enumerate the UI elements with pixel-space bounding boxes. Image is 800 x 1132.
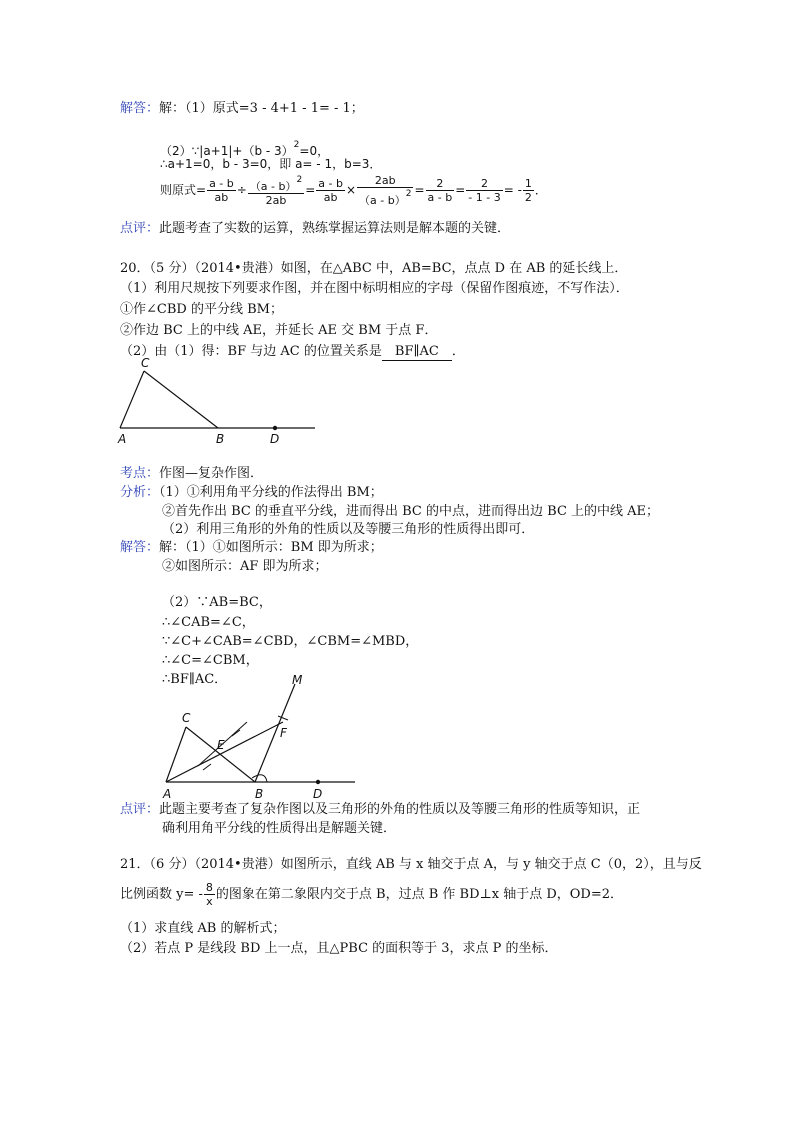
q20-sol1: 解：（1）①如图所示：BM 即为所求； bbox=[159, 540, 383, 555]
denominator: 2ab bbox=[265, 194, 287, 207]
numerator: 8 bbox=[205, 881, 213, 894]
numerator: a - b bbox=[209, 177, 234, 190]
label-B: B bbox=[216, 432, 225, 446]
triangle-figure-1 bbox=[110, 355, 330, 447]
label-E: E bbox=[217, 738, 225, 752]
q19-part1-line bbox=[120, 100, 364, 117]
q21-line1: 21．（6 分）（2014•贵港）如图所示，直线 AB 与 x 轴交于点 A，与 y 轴交于点 C（0，2），且与反 bbox=[120, 857, 702, 872]
fraction-5 bbox=[426, 177, 455, 204]
denominator-text: （a - b） bbox=[359, 194, 406, 207]
construction-figure-2 bbox=[155, 670, 370, 802]
segment-AF bbox=[166, 722, 283, 782]
numerator: a - b bbox=[318, 177, 343, 190]
label-A: A bbox=[118, 432, 127, 446]
q21-q2: （2）若点 P 是线段 BD 上一点，且△PBC 的面积等于 3，求点 P 的坐标． bbox=[120, 941, 558, 956]
fraction-2 bbox=[248, 174, 304, 207]
denominator: 2 bbox=[524, 191, 532, 204]
denominator: ab bbox=[214, 191, 229, 204]
label-C: C bbox=[182, 711, 191, 725]
denominator: ab bbox=[323, 191, 338, 204]
exponent: 2 bbox=[296, 175, 303, 185]
q19-part2-text-end: =0， bbox=[299, 144, 330, 158]
q20-sol4: ∴∠CAB=∠C， bbox=[162, 615, 255, 630]
q20-sol3: （2）∵AB=BC， bbox=[162, 595, 272, 610]
arc-mark-2 bbox=[203, 764, 211, 770]
q20-analysis3: （2）利用三角形的外角的性质以及等腰三角形的性质得出即可． bbox=[162, 522, 535, 537]
q19-part1: 解：（1）原式=3 - 4+1 - 1= - 1； bbox=[159, 101, 364, 116]
numerator: 2ab bbox=[357, 174, 413, 188]
fraction-1 bbox=[207, 177, 236, 204]
equals-sign: = bbox=[414, 183, 425, 197]
arc-mark-3 bbox=[278, 716, 288, 720]
comment-label: 点评： bbox=[120, 802, 160, 817]
label-C: C bbox=[141, 356, 150, 370]
q19-comment-line bbox=[120, 220, 510, 237]
label-M: M bbox=[292, 673, 303, 687]
equals-sign: = bbox=[455, 183, 466, 197]
q20-req1b: ②作边 BC 上的中线 AE，并延长 AE 交 BM 于点 F． bbox=[120, 323, 438, 338]
segment-CB bbox=[144, 371, 218, 428]
q20-req1: （1）利用尺规按下列要求作图，并在图中标明相应的字母（保留作图痕迹，不写作法）． bbox=[120, 281, 629, 296]
kaodian-label: 考点： bbox=[120, 466, 160, 481]
exponent: 2 bbox=[293, 140, 300, 150]
q20-comment-line1 bbox=[120, 801, 640, 818]
q20-req2-answer: BF∥AC bbox=[382, 343, 452, 361]
inverse-fraction bbox=[204, 881, 215, 908]
q20-sol5: ∵∠C+∠CAB=∠CBD，∠CBM=∠MBD， bbox=[162, 634, 419, 649]
q21-line2-suffix: 的图象在第二象限内交于点 B，过点 B 作 BD⊥x 轴于点 D，OD=2． bbox=[215, 887, 624, 902]
q20-title: 20．（5 分）（2014•贵港）如图，在△ABC 中，AB=BC，点点 D 在 AB 的延长线上． bbox=[120, 261, 628, 276]
period: ． bbox=[534, 183, 547, 197]
fraction-6 bbox=[466, 177, 502, 204]
q20-kaodian: 作图—复杂作图． bbox=[159, 466, 264, 481]
q20-req2-text: （2）由（1）得：BF 与边 AC 的位置关系是 bbox=[120, 344, 382, 359]
denominator bbox=[357, 188, 413, 207]
numerator: 2 bbox=[426, 177, 455, 191]
label-F: F bbox=[280, 726, 287, 740]
q21-q1: （1）求直线 AB 的解析式； bbox=[120, 921, 286, 936]
numerator-text: （a - b） bbox=[249, 180, 297, 193]
analysis-label: 分析： bbox=[120, 485, 160, 500]
equals-sign: = bbox=[305, 183, 316, 197]
answer-label: 解答： bbox=[120, 540, 160, 555]
label-D: D bbox=[270, 432, 280, 446]
answer-label: 解答： bbox=[120, 101, 160, 116]
label-A: A bbox=[163, 787, 172, 801]
numerator: 2 bbox=[466, 177, 502, 191]
point-D bbox=[273, 426, 277, 430]
q20-analysis2: ②首先作出 BC 的垂直平分线，进而得出 BC 的中点，进而得出边 BC 上的中线 AE； bbox=[162, 504, 660, 519]
formula-prefix: 则原式= bbox=[160, 183, 207, 197]
segment-AC bbox=[120, 371, 144, 428]
q20-sol7: ∴BF∥AC． bbox=[162, 672, 228, 687]
q20-comment1: 此题主要考查了复杂作图以及三角形的外角的性质以及等腰三角形的性质等知识，正 bbox=[159, 802, 641, 817]
q20-req2-suffix: ． bbox=[451, 344, 465, 359]
q20-req1a: ①作∠CBD 的平分线 BM； bbox=[120, 302, 283, 317]
denominator: x bbox=[206, 895, 213, 908]
comment-label: 点评： bbox=[120, 221, 160, 236]
fraction-7 bbox=[523, 177, 534, 204]
q20-sol-line1 bbox=[120, 539, 383, 556]
q19-comment: 此题考查了实数的运算，熟练掌握运算法则是解本题的关键． bbox=[159, 221, 511, 236]
numerator: 1 bbox=[524, 177, 532, 190]
q20-analysis-line1 bbox=[120, 484, 383, 501]
q21-line2-prefix: 比例函数 y= - bbox=[120, 887, 203, 902]
label-D: D bbox=[313, 787, 323, 801]
denominator: a - b bbox=[427, 191, 453, 204]
equals-minus: = - bbox=[503, 183, 522, 197]
q20-sol6: ∴∠C=∠CBM， bbox=[162, 653, 259, 668]
multiply-sign: × bbox=[345, 183, 357, 197]
q20-comment2: 确利用角平分线的性质得出是解题关键． bbox=[162, 821, 397, 836]
numerator bbox=[248, 174, 304, 194]
q20-sol2: ②如图所示：AF 即为所求； bbox=[162, 559, 328, 574]
divide-sign: ÷ bbox=[236, 183, 247, 197]
q20-kaodian-line bbox=[120, 465, 263, 482]
q19-formula-line bbox=[160, 174, 547, 207]
q20-analysis1: （1）①利用角平分线的作法得出 BM； bbox=[159, 485, 383, 500]
q19-part2-text: （2）∵|a+1|+（b - 3） bbox=[160, 144, 294, 158]
q19-part2-line2: ∴a+1=0，b - 3=0，即 a= - 1，b=3． bbox=[160, 157, 382, 171]
denominator: - 1 - 3 bbox=[468, 191, 501, 204]
label-B: B bbox=[255, 787, 264, 801]
fraction-4 bbox=[357, 174, 413, 207]
q21-line2 bbox=[120, 880, 623, 910]
exponent: 2 bbox=[405, 189, 412, 199]
point-D bbox=[316, 780, 320, 784]
arc-mark-1 bbox=[232, 730, 240, 736]
fraction-3 bbox=[316, 177, 345, 204]
